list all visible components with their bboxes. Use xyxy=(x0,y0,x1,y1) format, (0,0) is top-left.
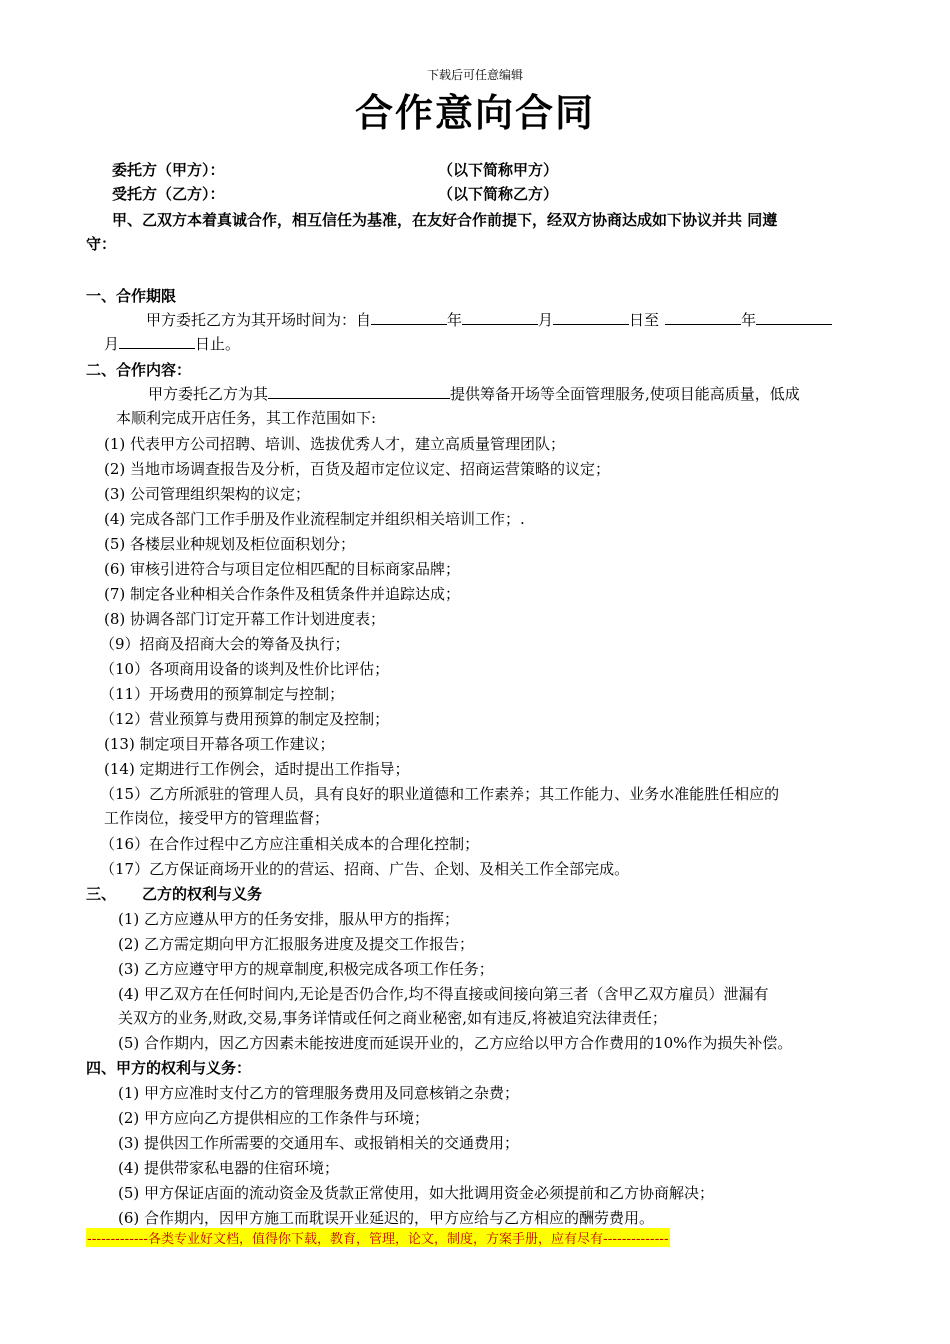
footer-banner: -------------各类专业好文档，值得你下载，教育，管理，论文，制度，方案手册，应有尽有-------------- xyxy=(86,1228,670,1247)
client-duty-item: (5) 甲方保证店面的流动资金及货款正常使用，如大批调用资金必须提前和乙方协商解决； xyxy=(118,1184,715,1202)
client-duty-item: (6) 合作期内，因甲方施工而耽误开业延迟的，甲方应给与乙方相应的酬劳费用。 xyxy=(118,1209,655,1227)
scope-item: (7) 制定各业种相关合作条件及租赁条件并追踪达成； xyxy=(104,585,461,603)
contractor-duty-item: (2) 乙方需定期向甲方汇报服务进度及提交工作报告； xyxy=(118,935,475,953)
section1-heading: 一、合作期限 xyxy=(86,287,177,305)
section3-heading-num: 三、 xyxy=(86,885,117,903)
contractor-duty-item: (1) 乙方应遵从甲方的任务安排，服从甲方的指挥； xyxy=(118,910,460,928)
scope-item: (13) 制定项目开幕各项工作建议； xyxy=(104,735,335,753)
preamble-line2: 守： xyxy=(86,235,117,253)
section2-heading: 二、合作内容： xyxy=(86,361,192,379)
client-duty-item: (1) 甲方应准时支付乙方的管理服务费用及同意核销之杂费； xyxy=(118,1084,520,1102)
scope-item: (5) 各楼层业种规划及柜位面积划分； xyxy=(104,535,356,553)
scope-item: （9）招商及招商大会的筹备及执行； xyxy=(100,635,350,653)
day-blank xyxy=(553,308,629,325)
term-text-year: 年 xyxy=(447,311,463,329)
preamble-line1: 甲、乙双方本着真诚合作，相互信任为基准，在友好合作前提下，经双方协商达成如下协议并共 同遵 xyxy=(112,211,778,229)
term-text-month: 月 xyxy=(538,311,554,329)
section4-heading: 四、甲方的权利与义务： xyxy=(86,1059,252,1077)
scope-item: （17）乙方保证商场开业的的营运、招商、广告、企划、及相关工作全部完成。 xyxy=(100,860,630,878)
contractor-duty-item: (3) 乙方应遵守甲方的规章制度,积极完成各项工作任务； xyxy=(118,960,494,978)
term-text-end-year: 年 xyxy=(741,311,757,329)
project-blank xyxy=(268,382,450,399)
scope-item: （16）在合作过程中乙方应注重相关成本的合理化控制； xyxy=(100,835,480,853)
end-month-blank xyxy=(756,308,832,325)
document-title: 合作意向合同 xyxy=(354,91,595,135)
term-text-end: 日止。 xyxy=(195,335,241,353)
scope-item: (1) 代表甲方公司招聘、培训、选拔优秀人才，建立高质量管理团队； xyxy=(104,435,566,453)
scope-item: (4) 完成各部门工作手册及作业流程制定并组织相关培训工作；. xyxy=(104,510,525,528)
section3-heading: 乙方的权利与义务 xyxy=(142,885,263,903)
scope-item: （12）营业预算与费用预算的制定及控制； xyxy=(100,710,390,728)
term-line1 xyxy=(146,308,832,332)
term-text-to: 日至 xyxy=(629,311,660,329)
scope-item: （11）开场费用的预算制定与控制； xyxy=(100,685,345,703)
term-text-from: 甲方委托乙方为其开场时间为：自 xyxy=(146,311,372,329)
client-duty-item: (4) 提供带家私电器的住宿环境； xyxy=(118,1159,340,1177)
scope-item: （15）乙方所派驻的管理人员，具有良好的职业道德和工作素养；其工作能力、业务水准能胜任相应的 xyxy=(100,785,780,803)
client-duty-item: (3) 提供因工作所需要的交通用车、或报销相关的交通费用； xyxy=(118,1134,520,1152)
year-blank xyxy=(371,308,447,325)
scope-intro-a: 甲方委托乙方为其 xyxy=(148,385,269,403)
client-label: 委托方（甲方）： xyxy=(112,161,225,179)
scope-item: (3) 公司管理组织架构的议定； xyxy=(104,485,311,503)
scope-item: (6) 审核引进符合与项目定位相匹配的目标商家品牌； xyxy=(104,560,461,578)
scope-intro-b: 提供筹备开场等全面管理服务,使项目能高质量，低成 xyxy=(450,385,800,403)
client-alias: （以下简称甲方） xyxy=(438,161,559,179)
scope-item: （10）各项商用设备的谈判及性价比评估； xyxy=(100,660,390,678)
contractor-duty-item: (4) 甲乙双方在任何时间内,无论是否仍合作,均不得直接或间接向第三者（含甲乙双方雇员）泄漏有 xyxy=(118,985,769,1003)
end-day-blank xyxy=(119,332,195,349)
client-duty-item: (2) 甲方应向乙方提供相应的工作条件与环境； xyxy=(118,1109,430,1127)
scope-item-continued: 工作岗位，接受甲方的管理监督； xyxy=(104,809,330,827)
scope-item: (14) 定期进行工作例会，适时提出工作指导； xyxy=(104,760,410,778)
contractor-duty-item: (5) 合作期内，因乙方因素未能按进度而延误开业的，乙方应给以甲方合作费用的10%作为损失补偿。 xyxy=(118,1034,793,1052)
scope-intro xyxy=(148,382,800,406)
scope-item: (2) 当地市场调查报告及分析，百货及超市定位议定、招商运营策略的议定； xyxy=(104,460,611,478)
scope-item: (8) 协调各部门订定开幕工作计划进度表； xyxy=(104,610,386,628)
scope-intro-c: 本顺利完成开店任务，其工作范围如下: xyxy=(116,409,377,427)
term-text-end-month: 月 xyxy=(104,335,120,353)
contractor-label: 受托方（乙方）： xyxy=(112,185,225,203)
end-year-blank xyxy=(665,308,741,325)
month-blank xyxy=(462,308,538,325)
top-note: 下载后可任意编辑 xyxy=(426,68,523,82)
contractor-alias: （以下简称乙方） xyxy=(438,185,559,203)
term-line2 xyxy=(104,332,240,356)
contractor-duty-item-continued: 关双方的业务,财政,交易,事务详情或任何之商业秘密,如有违反,将被追究法律责任； xyxy=(118,1009,667,1027)
